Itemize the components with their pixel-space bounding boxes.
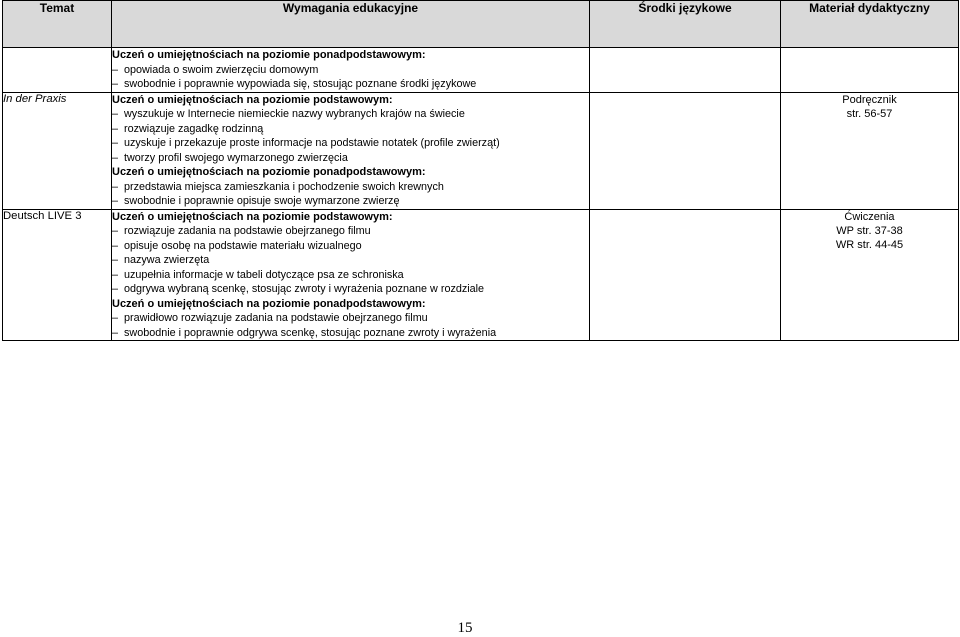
table-row (3, 48, 959, 93)
materials-cell (781, 48, 959, 93)
requirement-item: – opowiada o swoim zwierzęciu domowym (112, 63, 589, 78)
requirement-list (112, 63, 589, 92)
requirement-item: – rozwiązuje zagadkę rodzinną (112, 122, 589, 137)
materials-cell (781, 92, 959, 209)
level-heading: Uczeń o umiejętnościach na poziomie ponadpodstawowym: (112, 49, 426, 61)
material-line: str. 56-57 (846, 107, 893, 120)
requirement-item: – tworzy profil swojego wymarzonego zwierzęcia (112, 151, 589, 166)
header-row (3, 1, 959, 48)
material-line: Ćwiczenia (844, 210, 895, 223)
header-topic: Temat (3, 1, 112, 48)
requirement-item: – swobodnie i poprawnie wypowiada się, stosując poznane środki językowe (112, 77, 589, 92)
requirement-item: – prawidłowo rozwiązuje zadania na podstawie obejrzanego filmu (112, 311, 589, 326)
requirement-item: – odgrywa wybraną scenkę, stosując zwroty i wyrażenia poznane w rozdziale (112, 282, 589, 297)
language-cell (590, 92, 781, 209)
requirements-cell (112, 92, 590, 209)
page-number: 15 (457, 620, 473, 636)
topic-cell: Deutsch LIVE 3 (3, 209, 112, 341)
requirement-item: – rozwiązuje zadania na podstawie obejrzanego filmu (112, 224, 589, 239)
requirement-item: – opisuje osobę na podstawie materiału wizualnego (112, 239, 589, 254)
requirement-item: – swobodnie i poprawnie opisuje swoje wymarzone zwierzę (112, 194, 589, 209)
requirement-list (112, 180, 589, 209)
requirement-item: – przedstawia miejsca zamieszkania i pochodzenie swoich krewnych (112, 180, 589, 195)
level-heading: Uczeń o umiejętnościach na poziomie podstawowym: (112, 210, 393, 223)
requirement-item: – wyszukuje w Internecie niemieckie nazwy wybranych krajów na świecie (112, 107, 589, 122)
material-line: WR str. 44-45 (835, 238, 904, 251)
header-requirements: Wymagania edukacyjne (112, 1, 590, 48)
topic-cell: In der Praxis (3, 92, 112, 209)
topic-cell (3, 48, 112, 93)
level-heading: Uczeń o umiejętnościach na poziomie ponadpodstawowym: (112, 166, 426, 178)
requirement-item: – nazywa zwierzęta (112, 253, 589, 268)
material-line: WP str. 37-38 (836, 224, 903, 237)
requirement-item: – uzyskuje i przekazuje proste informacje na podstawie notatek (profile zwierząt) (112, 136, 589, 151)
requirement-item: – uzupełnia informacje w tabeli dotyczące psa ze schroniska (112, 268, 589, 283)
material-line: Podręcznik (842, 93, 897, 106)
table-row (3, 209, 959, 341)
level-heading: Uczeń o umiejętnościach na poziomie podstawowym: (112, 93, 393, 106)
curriculum-table (2, 0, 959, 341)
header-materials: Materiał dydaktyczny (781, 1, 959, 48)
requirement-list (112, 311, 589, 340)
table-row (3, 92, 959, 209)
requirement-list (112, 224, 589, 297)
materials-cell (781, 209, 959, 341)
level-heading: Uczeń o umiejętnościach na poziomie ponadpodstawowym: (112, 297, 426, 310)
requirements-cell (112, 209, 590, 341)
language-cell (590, 48, 781, 93)
header-language: Środki językowe (590, 1, 781, 48)
requirements-cell (112, 48, 590, 93)
requirement-list (112, 107, 589, 165)
language-cell (590, 209, 781, 341)
requirement-item: – swobodnie i poprawnie odgrywa scenkę, stosując poznane zwroty i wyrażenia (112, 326, 589, 341)
